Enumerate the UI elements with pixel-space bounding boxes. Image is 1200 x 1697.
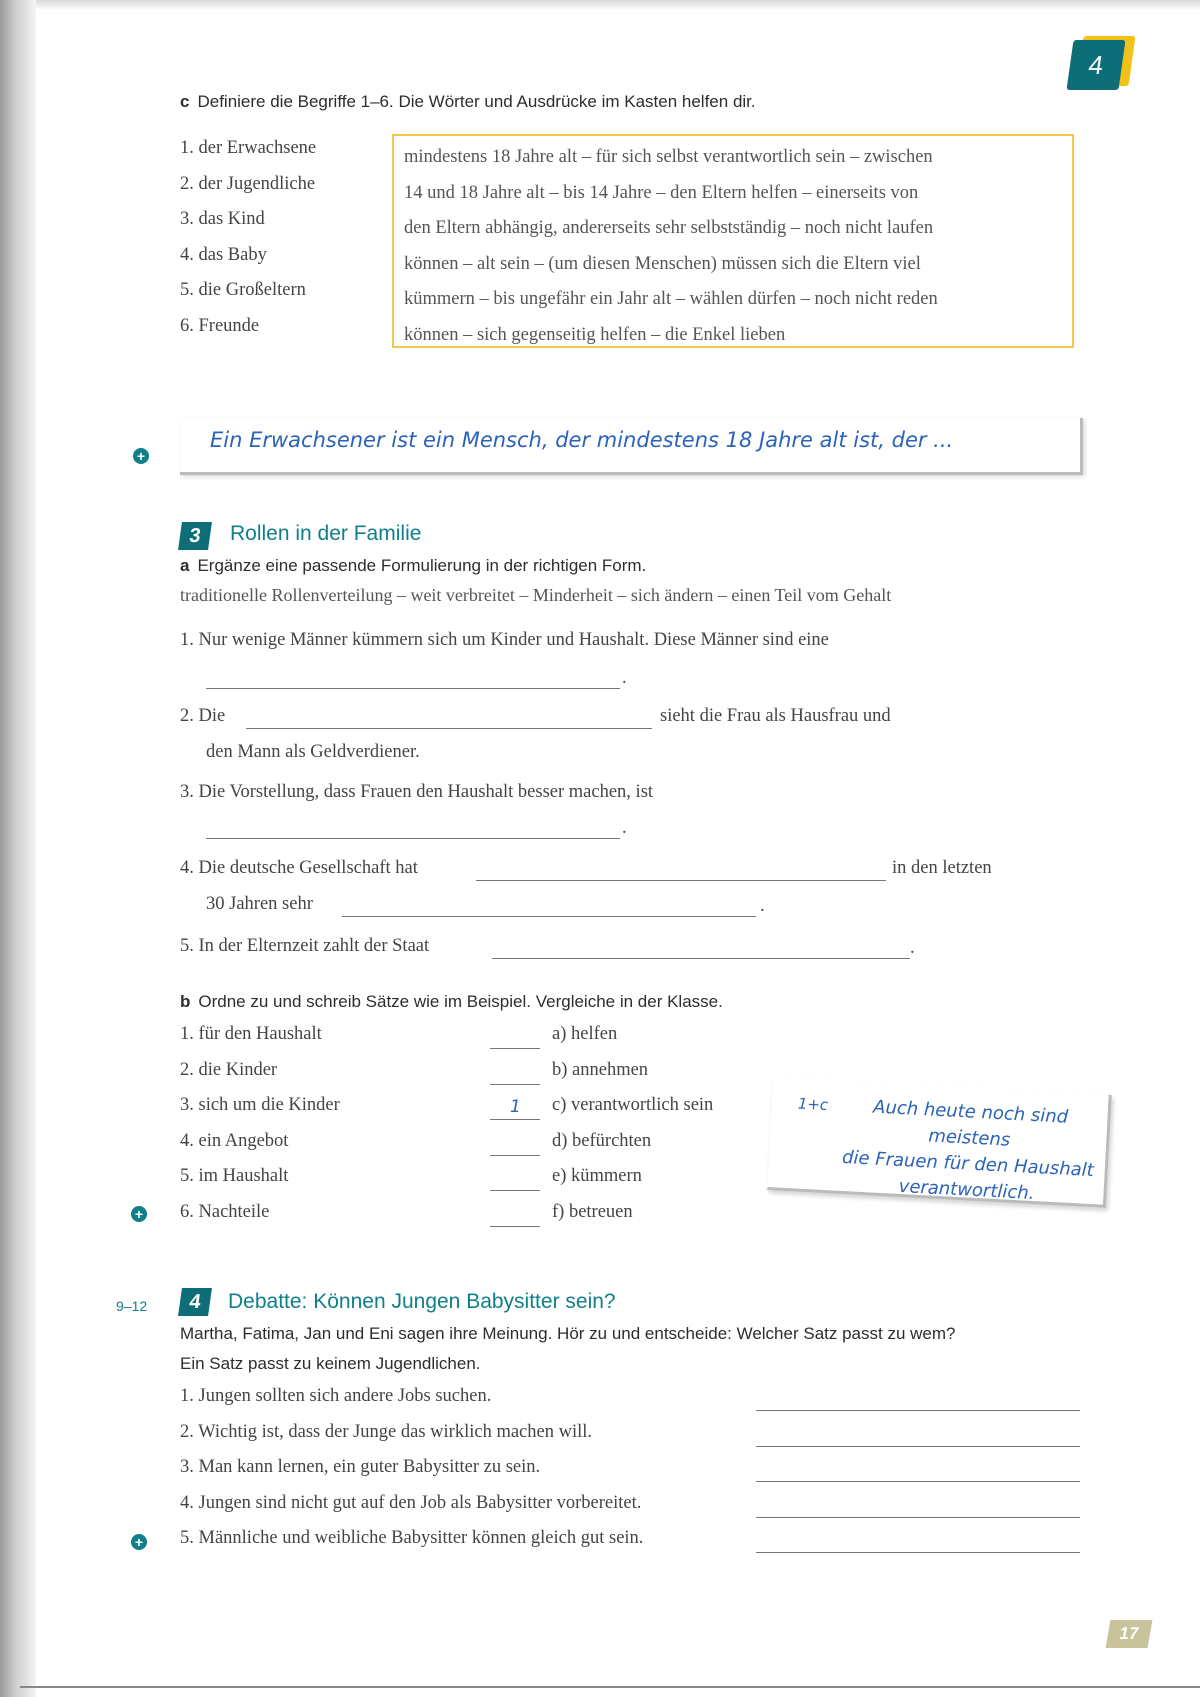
- match-option: b) annehmen: [552, 1059, 649, 1080]
- match-item: 5. im Haushalt: [180, 1166, 289, 1186]
- sentence-end: .: [760, 896, 765, 916]
- word-box-line: mindestens 18 Jahre alt – für sich selbst verantwortlich sein – zwischen: [404, 147, 933, 167]
- match-item: 6. Nachteile: [180, 1201, 270, 1222]
- sentence-1: 1. Nur wenige Männer kümmern sich um Kinder und Haushalt. Diese Männer sind eine: [180, 630, 829, 650]
- audio-track-number: 9–12: [116, 1298, 148, 1314]
- match-option: e) kümmern: [552, 1166, 642, 1186]
- sentence-4-start: 4. Die deutsche Gesellschaft hat: [180, 858, 418, 878]
- statement-row: [180, 1386, 1080, 1422]
- match-option: f) betreuen: [552, 1201, 633, 1222]
- page-number: 17: [1106, 1620, 1153, 1648]
- section-4-number: 4: [178, 1288, 212, 1316]
- answer-blank[interactable]: [756, 1517, 1080, 1518]
- term-item: 2. der Jugendliche: [180, 173, 316, 194]
- statement-row: [180, 1457, 1080, 1493]
- answer-blank[interactable]: [756, 1410, 1080, 1411]
- section-4-instruction-2: Ein Satz passt zu keinem Jugendlichen.: [180, 1354, 481, 1373]
- note-line: verantwortlich.: [898, 1175, 1035, 1205]
- answer-blank[interactable]: [206, 688, 620, 689]
- match-option: d) befürchten: [552, 1130, 652, 1151]
- sentence-2-middle: sieht die Frau als Hausfrau und: [660, 706, 891, 726]
- example-sentence: Ein Erwachsener ist ein Mensch, der mindestens 18 Jahre alt ist, der ...: [210, 428, 954, 452]
- sentence-end: .: [622, 818, 627, 838]
- statement-row: [180, 1493, 1080, 1529]
- match-item: 1. für den Haushalt: [180, 1024, 322, 1044]
- match-item: 4. ein Angebot: [180, 1130, 289, 1151]
- task-a-instruction: [180, 556, 646, 576]
- term-item: 4. das Baby: [180, 244, 267, 265]
- sentence-end: .: [622, 668, 627, 688]
- statement-text: 5. Männliche und weibliche Babysitter können gleich gut sein.: [180, 1528, 644, 1548]
- sentence-5: 5. In der Elternzeit zahlt der Staat: [180, 936, 430, 956]
- term-item: 1. der Erwachsene: [180, 138, 317, 158]
- task-letter: a: [180, 556, 190, 575]
- task-c-instruction: [180, 92, 756, 112]
- word-box: [392, 134, 1074, 348]
- match-item: 3. sich um die Kinder: [180, 1095, 340, 1115]
- term-item: 6. Freunde: [180, 315, 260, 336]
- answer-blank[interactable]: [342, 916, 756, 917]
- statement-list: [180, 1386, 1080, 1564]
- note-text: [837, 1093, 1100, 1210]
- section-4-instruction: Martha, Fatima, Jan und Eni sagen ihre Meinung. Hör zu und entscheide: Welcher Satz passt zu wem?: [180, 1324, 956, 1343]
- sentence-3: 3. Die Vorstellung, dass Frauen den Haushalt besser machen, ist: [180, 782, 654, 802]
- statement-text: 3. Man kann lernen, ein guter Babysitter zu sein.: [180, 1457, 541, 1477]
- answer-blank[interactable]: [492, 958, 910, 959]
- match-option: a) helfen: [552, 1024, 618, 1044]
- word-bank: traditionelle Rollenverteilung – weit verbreitet – Minderheit – sich ändern – einen Teil vom Gehalt: [180, 585, 892, 605]
- answer-blank[interactable]: [476, 880, 886, 881]
- word-box-line: den Eltern abhängig, andererseits sehr selbstständig – noch nicht laufen: [404, 218, 934, 238]
- statement-text: 1. Jungen sollten sich andere Jobs suchen.: [180, 1386, 492, 1406]
- statement-row: [180, 1528, 1080, 1564]
- page-top-edge: [36, 0, 1200, 10]
- sentence-2-start: 2. Die: [180, 706, 226, 726]
- statement-text: 2. Wichtig ist, dass der Junge das wirklich machen will.: [180, 1421, 593, 1442]
- plus-icon: +: [131, 1534, 147, 1550]
- answer-blank[interactable]: [246, 728, 652, 729]
- chapter-tab: [1070, 36, 1132, 90]
- section-4-title: Debatte: Können Jungen Babysitter sein?: [228, 1290, 616, 1313]
- statement-text: 4. Jungen sind nicht gut auf den Job als Babysitter vorbereitet.: [180, 1492, 642, 1513]
- word-box-line: können – alt sein – (um diesen Menschen) müssen sich die Eltern viel: [404, 253, 921, 274]
- example-card: [180, 418, 1083, 475]
- answer-blank[interactable]: [756, 1552, 1080, 1553]
- match-answer-slot[interactable]: [490, 1131, 540, 1167]
- match-left-column: [180, 1024, 340, 1237]
- plus-icon: +: [131, 1206, 147, 1222]
- word-box-line: können – sich gegenseitig helfen – die Enkel lieben: [404, 324, 786, 345]
- task-c-text: Definiere die Begriffe 1–6. Die Wörter und Ausdrücke im Kasten helfen dir.: [197, 92, 756, 111]
- task-a-text: Ergänze eine passende Formulierung in der richtigen Form.: [197, 556, 647, 575]
- note-line: die Frauen für den Haushalt: [841, 1146, 1095, 1182]
- section-3-number: 3: [178, 522, 212, 550]
- match-answer-slot[interactable]: [490, 1024, 540, 1060]
- term-item: 5. die Großeltern: [180, 280, 306, 300]
- sentence-4-middle: in den letzten: [892, 858, 992, 878]
- section-3-title: Rollen in der Familie: [230, 522, 422, 545]
- match-item: 2. die Kinder: [180, 1059, 278, 1080]
- sentence-end: .: [910, 938, 915, 958]
- answer-blank[interactable]: [756, 1481, 1080, 1482]
- term-list: [180, 138, 316, 351]
- match-right-column: [552, 1024, 713, 1237]
- task-letter: b: [180, 992, 191, 1011]
- note-line: Auch heute noch sind meistens: [872, 1096, 1069, 1151]
- task-b-text: Ordne zu und schreib Sätze wie im Beispiel. Vergleiche in der Klasse.: [198, 992, 723, 1011]
- match-answer: 1: [510, 1097, 521, 1117]
- match-answer-slot[interactable]: [490, 1166, 540, 1202]
- match-answer-slot[interactable]: [490, 1060, 540, 1096]
- book-spine-shadow: [0, 0, 36, 1697]
- answer-blank[interactable]: [206, 838, 620, 839]
- note-reference: 1+c: [797, 1094, 829, 1115]
- sentence-2-end: den Mann als Geldverdiener.: [206, 742, 420, 762]
- match-answer-slot[interactable]: [490, 1202, 540, 1238]
- plus-icon: +: [133, 448, 149, 464]
- word-box-line: kümmern – bis ungefähr ein Jahr alt – wählen dürfen – noch nicht reden: [404, 289, 938, 309]
- match-option: c) verantwortlich sein: [552, 1095, 714, 1115]
- sentence-4-cont: 30 Jahren sehr: [206, 894, 313, 914]
- match-answer-column: [490, 1024, 540, 1237]
- word-box-line: 14 und 18 Jahre alt – bis 14 Jahre – den Eltern helfen – einerseits von: [404, 182, 919, 203]
- task-letter: c: [180, 92, 190, 111]
- match-answer-slot[interactable]: [490, 1095, 540, 1131]
- page-bottom-edge: [20, 1686, 1200, 1688]
- chapter-number: 4: [1066, 40, 1125, 90]
- answer-blank[interactable]: [756, 1446, 1080, 1447]
- statement-row: [180, 1422, 1080, 1458]
- task-b-instruction: [180, 992, 723, 1012]
- term-item: 3. das Kind: [180, 209, 265, 229]
- example-note: [767, 1077, 1111, 1208]
